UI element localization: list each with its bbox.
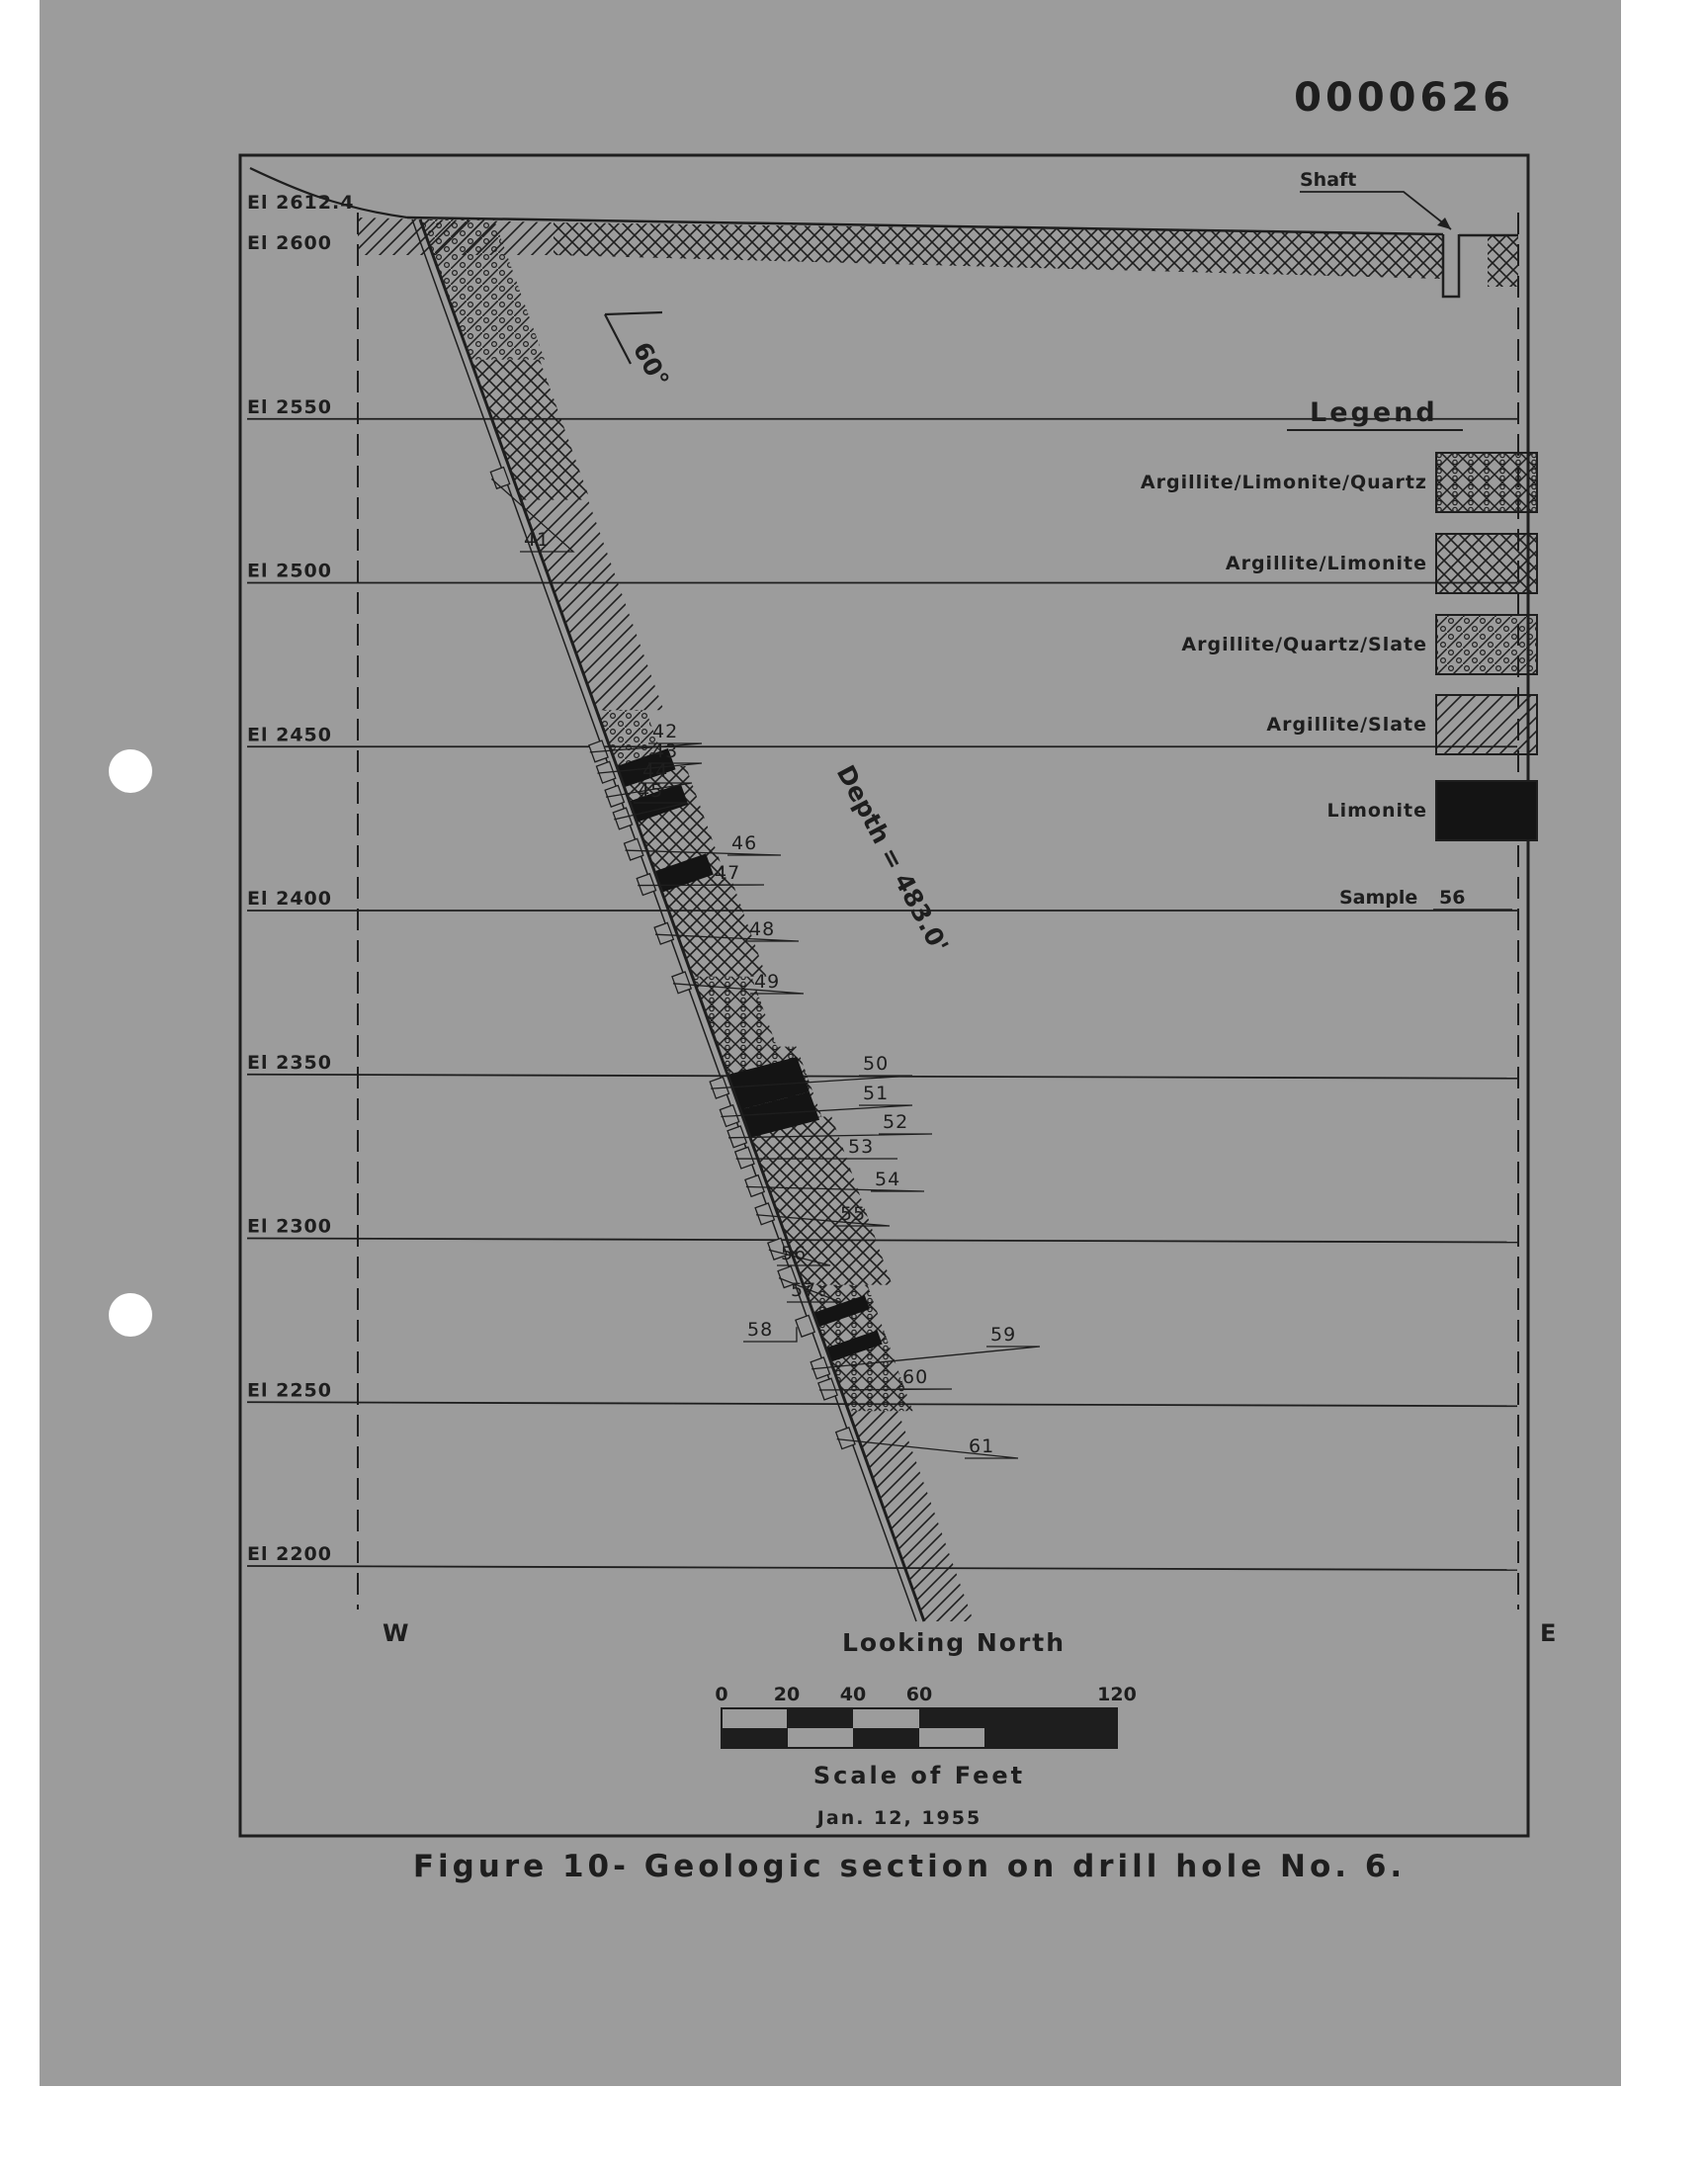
legend-title: Legend <box>1310 397 1438 428</box>
scanned-page <box>40 0 1621 2086</box>
sample-label: 48 <box>749 918 776 940</box>
drill-hole-line <box>420 219 924 1621</box>
drill-hole-units <box>412 219 974 1621</box>
elevation-line <box>247 1566 1517 1570</box>
elevation-label: El 2400 <box>247 888 332 910</box>
west-label: W <box>383 1619 409 1647</box>
surface-limonite-zone-east <box>1488 235 1518 287</box>
elevation-label: El 2600 <box>247 232 332 254</box>
elevation-label: El 2550 <box>247 395 332 418</box>
legend-item-label: Argillite/Quartz/Slate <box>1181 634 1427 655</box>
elevation-line <box>247 1239 1517 1243</box>
sample-box <box>625 838 643 860</box>
sample-box <box>755 1203 774 1225</box>
sample-label: 54 <box>875 1169 901 1190</box>
elevation-label: El 2200 <box>247 1543 332 1565</box>
scale-bar-segment <box>722 1728 788 1748</box>
sample-box <box>727 1126 746 1148</box>
sample-box <box>490 468 509 489</box>
elevation-label: El 2612.4 <box>247 191 355 214</box>
sample-label: 41 <box>524 529 551 551</box>
sample-label: 47 <box>715 862 741 884</box>
scale-tick-label: 0 <box>715 1684 728 1705</box>
legend-item-label: Argillite/Limonite <box>1225 553 1427 574</box>
angle-label: 60° <box>627 337 675 392</box>
binder-hole <box>109 1293 152 1337</box>
legend-swatch <box>1436 534 1537 593</box>
sample-box <box>637 874 655 896</box>
sample-label: 46 <box>731 832 758 854</box>
binder-hole <box>109 749 152 793</box>
doc-number: 0000626 <box>1294 75 1514 121</box>
legend-item-label: Argillite/Limonite/Quartz <box>1140 472 1427 493</box>
sample-label: 51 <box>863 1083 890 1104</box>
legend-item-label: Argillite/Slate <box>1266 714 1427 736</box>
figure-caption: Figure 10- Geologic section on drill hole No. 6. <box>412 1849 1407 1884</box>
legend <box>1141 397 1537 910</box>
scale-bar-segment <box>787 1708 853 1728</box>
sample-label: 44 <box>642 760 669 782</box>
scale-bar-segment <box>919 1708 985 1728</box>
scale-tick-label: 20 <box>773 1684 801 1705</box>
sample-box <box>745 1175 764 1197</box>
sample-label: 49 <box>754 971 781 993</box>
sample-box <box>836 1428 855 1449</box>
sample-label: 53 <box>848 1136 875 1158</box>
sample-label: 61 <box>969 1436 995 1457</box>
geologic-section-diagram <box>40 0 1621 2086</box>
drill-hole-wall <box>412 219 916 1621</box>
elevation-label: El 2350 <box>247 1051 332 1074</box>
scale-tick-label: 120 <box>1097 1684 1137 1705</box>
shaft-label: Shaft <box>1300 169 1357 191</box>
sample-label: 50 <box>863 1053 890 1075</box>
sample-label: 52 <box>883 1111 909 1133</box>
legend-swatch <box>1436 781 1537 840</box>
legend-swatch <box>1436 695 1537 754</box>
sample-leader <box>638 885 764 886</box>
legend-swatch <box>1436 615 1537 674</box>
sample-box <box>735 1147 754 1169</box>
annotations <box>109 75 1556 1884</box>
sample-label: 56 <box>781 1243 808 1264</box>
sample-label: 59 <box>990 1324 1017 1346</box>
elevation-label: El 2450 <box>247 724 332 746</box>
legend-item-label: Limonite <box>1326 800 1427 822</box>
elevation-label: El 2250 <box>247 1379 332 1402</box>
sample-box <box>818 1378 837 1400</box>
scale-label: Scale of Feet <box>812 1762 1026 1789</box>
shaft-outline <box>1443 234 1459 297</box>
sample-box <box>796 1315 814 1337</box>
shaft-leader <box>1300 192 1451 229</box>
scale-bar <box>715 1684 1136 1789</box>
legend-swatch <box>1436 453 1537 512</box>
sample-box <box>672 972 691 994</box>
scale-tick-label: 60 <box>905 1684 933 1705</box>
scale-bar-segment <box>984 1708 1117 1728</box>
surface-limonite-zone <box>554 222 1443 279</box>
sample-label: 60 <box>902 1366 929 1388</box>
east-label: E <box>1540 1619 1557 1647</box>
scale-bar-segment <box>984 1728 1117 1748</box>
sample-label: 58 <box>747 1319 774 1341</box>
sample-label: 55 <box>840 1203 867 1225</box>
sample-label: 57 <box>791 1279 817 1301</box>
scale-tick-label: 40 <box>839 1684 867 1705</box>
legend-sample-number: 56 <box>1439 887 1466 909</box>
view-label: Looking North <box>841 1628 1067 1657</box>
sample-label: 45 <box>638 780 664 802</box>
legend-sample-text: Sample <box>1339 887 1418 909</box>
date-label: Jan. 12, 1955 <box>816 1807 982 1829</box>
elevation-label: El 2300 <box>247 1215 332 1238</box>
sample-label: 43 <box>652 740 679 762</box>
scale-bar-segment <box>853 1728 919 1748</box>
sample-label: 42 <box>652 721 679 742</box>
depth-label: Depth = 483.0' <box>830 760 955 958</box>
sample-box <box>654 922 673 944</box>
elevation-label: El 2500 <box>247 560 332 582</box>
